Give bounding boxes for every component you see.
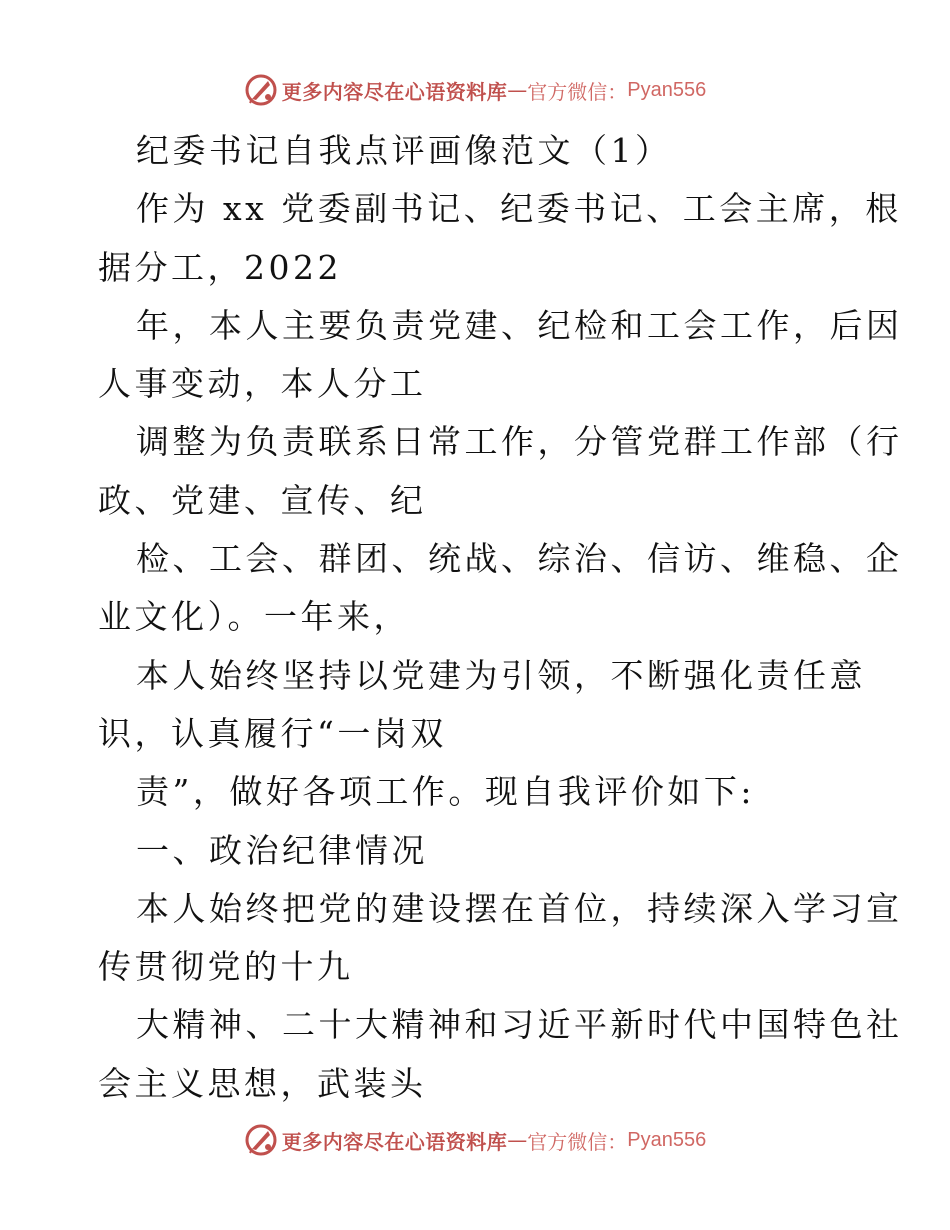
paragraph-line: 会主义思想，武装头 [98,1063,427,1103]
paragraph-line: 本人始终把党的建设摆在首位，持续深入学习宣 [136,888,903,928]
banner-dash: — [507,78,528,102]
paragraph-line: 调整为负责联系日常工作，分管党群工作部（行 [136,422,903,462]
paragraph-line: 本人始终坚持以党建为引领，不断强化责任意 [136,655,866,695]
paragraph-line: 责”，做好各项工作。现自我评价如下: [136,772,755,812]
header-banner [0,70,950,110]
quill-logo-icon [244,73,278,107]
footer-banner [0,1120,950,1160]
document-title: 纪委书记自我点评画像范文（1） [136,131,672,170]
banner-title: 更多内容尽在心语资料库 [281,1129,508,1154]
paragraph-line: 据分工，2022 [98,247,342,287]
paragraph-line: 业文化）。一年来， [98,597,410,637]
paragraph-line: 政、党建、宣传、纪 [98,480,427,520]
banner-dash: — [507,1128,528,1152]
paragraph-line: 大精神、二十大精神和习近平新时代中国特色社 [136,1005,903,1045]
paragraph-line: 年，本人主要负责党建、纪检和工会工作，后因 [136,305,903,345]
banner-wechat-id: Pyan556 [627,1128,707,1151]
banner-title: 更多内容尽在心语资料库 [281,79,508,104]
paragraph-line: 传贯彻党的十九 [98,947,354,987]
paragraph-line: 作为 xx 党委副书记、纪委书记、工会主席，根 [136,189,902,229]
section-heading: 一、政治纪律情况 [136,830,428,870]
banner-wechat-label: 官方微信： [527,1129,628,1154]
paragraph-line: 人事变动，本人分工 [98,364,427,404]
paragraph-line: 识，认真履行“一岗双 [98,713,447,753]
banner-wechat-id: Pyan556 [627,78,707,101]
paragraph-line: 检、工会、群团、统战、综治、信访、维稳、企 [136,539,903,579]
quill-logo-icon [244,1123,278,1157]
banner-wechat-label: 官方微信： [527,79,628,104]
document-body [98,122,903,1113]
